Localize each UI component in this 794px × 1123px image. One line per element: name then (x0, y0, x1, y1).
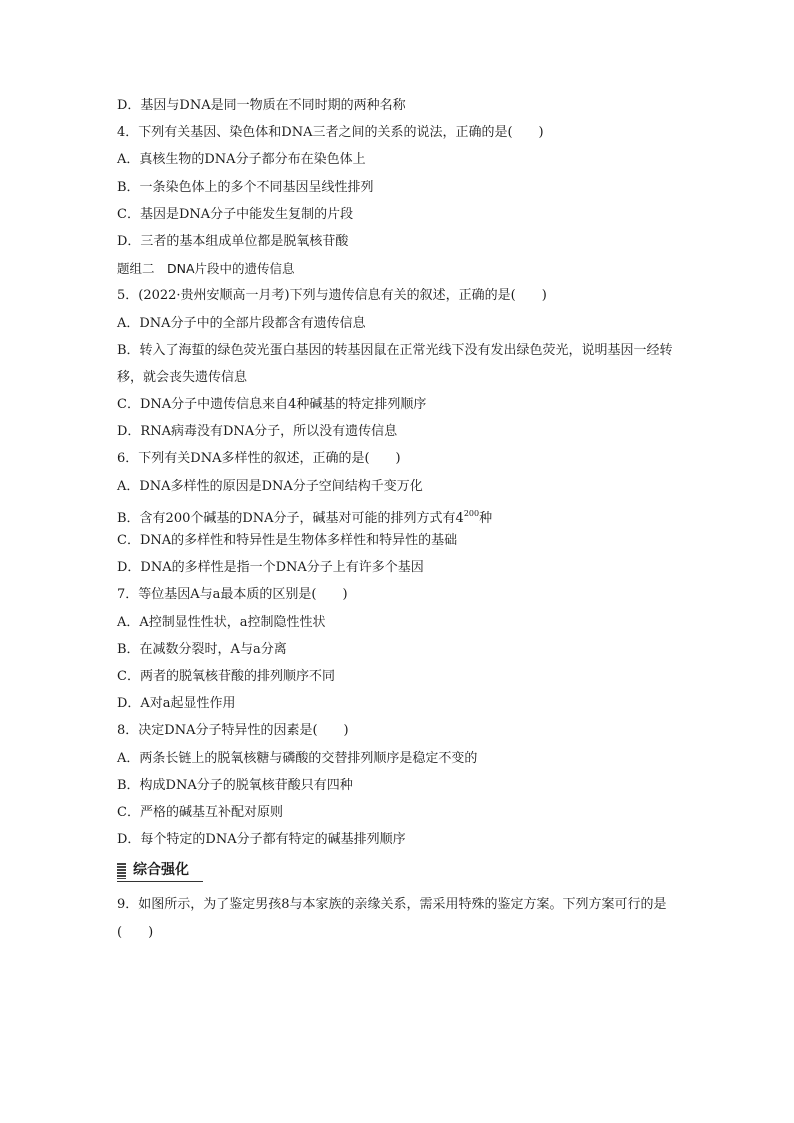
q8-option-c: C．严格的碱基互补配对原则 (117, 804, 283, 820)
q4-stem: 4．下列有关基因、染色体和DNA三者之间的关系的说法，正确的是( ) (117, 125, 544, 141)
q5-option-a: A．DNA分子中的全部片段都含有遗传信息 (117, 315, 366, 331)
q7-stem: 7．等位基因A与a最本质的区别是( ) (117, 587, 348, 603)
q9-stem: 9．如图所示，为了鉴定男孩8与本家族的亲缘关系，需采用特殊的鉴定方案。下列方案可行的是( ) (117, 897, 667, 940)
q5-option-b: B．转入了海蜇的绿色荧光蛋白基因的转基因鼠在正常光线下没有发出绿色荧光，说明基因一经转移，就会丧失遗传信息 (117, 342, 673, 385)
q6-stem: 6．下列有关DNA多样性的叙述，正确的是( ) (117, 451, 401, 467)
q7-option-c: C．两者的脱氧核苷酸的排列顺序不同 (117, 668, 335, 684)
q7-option-b: B．在减数分裂时，A与a分离 (117, 641, 287, 657)
group-heading: 题组二 DNA片段中的遗传信息 (117, 261, 295, 277)
section-marker-icon (117, 863, 126, 879)
q8-option-a: A．两条长链上的脱氧核糖与磷酸的交替排列顺序是稳定不变的 (117, 750, 478, 766)
q4-option-a: A．真核生物的DNA分子都分布在染色体上 (117, 152, 366, 168)
q7-option-d: D．A对a起显性作用 (117, 696, 236, 712)
section-title: 综合强化 (133, 862, 189, 879)
q6-option-b-text: B．含有200个碱基的DNA分子，碱基对可能的排列方式有4 (117, 510, 464, 526)
q4-option-b: B．一条染色体上的多个不同基因呈线性排列 (117, 179, 374, 195)
q6-option-d: D．DNA的多样性是指一个DNA分子上有许多个基因 (117, 560, 424, 576)
q6-option-c: C．DNA的多样性和特异性是生物体多样性和特异性的基础 (117, 533, 458, 549)
q8-stem: 8．决定DNA分子特异性的因素是( ) (117, 723, 349, 739)
q5-option-c: C．DNA分子中遗传信息来自4种碱基的特定排列顺序 (117, 397, 427, 413)
q8-option-b: B．构成DNA分子的脱氧核苷酸只有四种 (117, 777, 353, 793)
q8-option-d: D．每个特定的DNA分子都有特定的碱基排列顺序 (117, 832, 406, 848)
q6-option-a: A．DNA多样性的原因是DNA分子空间结构千变万化 (117, 478, 423, 494)
question-page (117, 92, 687, 946)
q6-option-b-suffix: 种 (479, 510, 493, 526)
section-header (117, 857, 687, 883)
q6-option-b-exponent: 200 (463, 508, 480, 518)
q6-option-b (117, 500, 687, 527)
q4-option-d: D．三者的基本组成单位都是脱氧核苷酸 (117, 233, 349, 249)
q4-option-c: C．基因是DNA分子中能发生复制的片段 (117, 206, 354, 222)
q5-option-d: D．RNA病毒没有DNA分子，所以没有遗传信息 (117, 424, 398, 440)
prev-option-d: D．基因与DNA是同一物质在不同时期的两种名称 (117, 98, 406, 113)
q5-stem: 5．(2022·贵州安顺高一月考)下列与遗传信息有关的叙述，正确的是( ) (117, 288, 547, 304)
q7-option-a: A．A控制显性性状，a控制隐性性状 (117, 614, 326, 630)
